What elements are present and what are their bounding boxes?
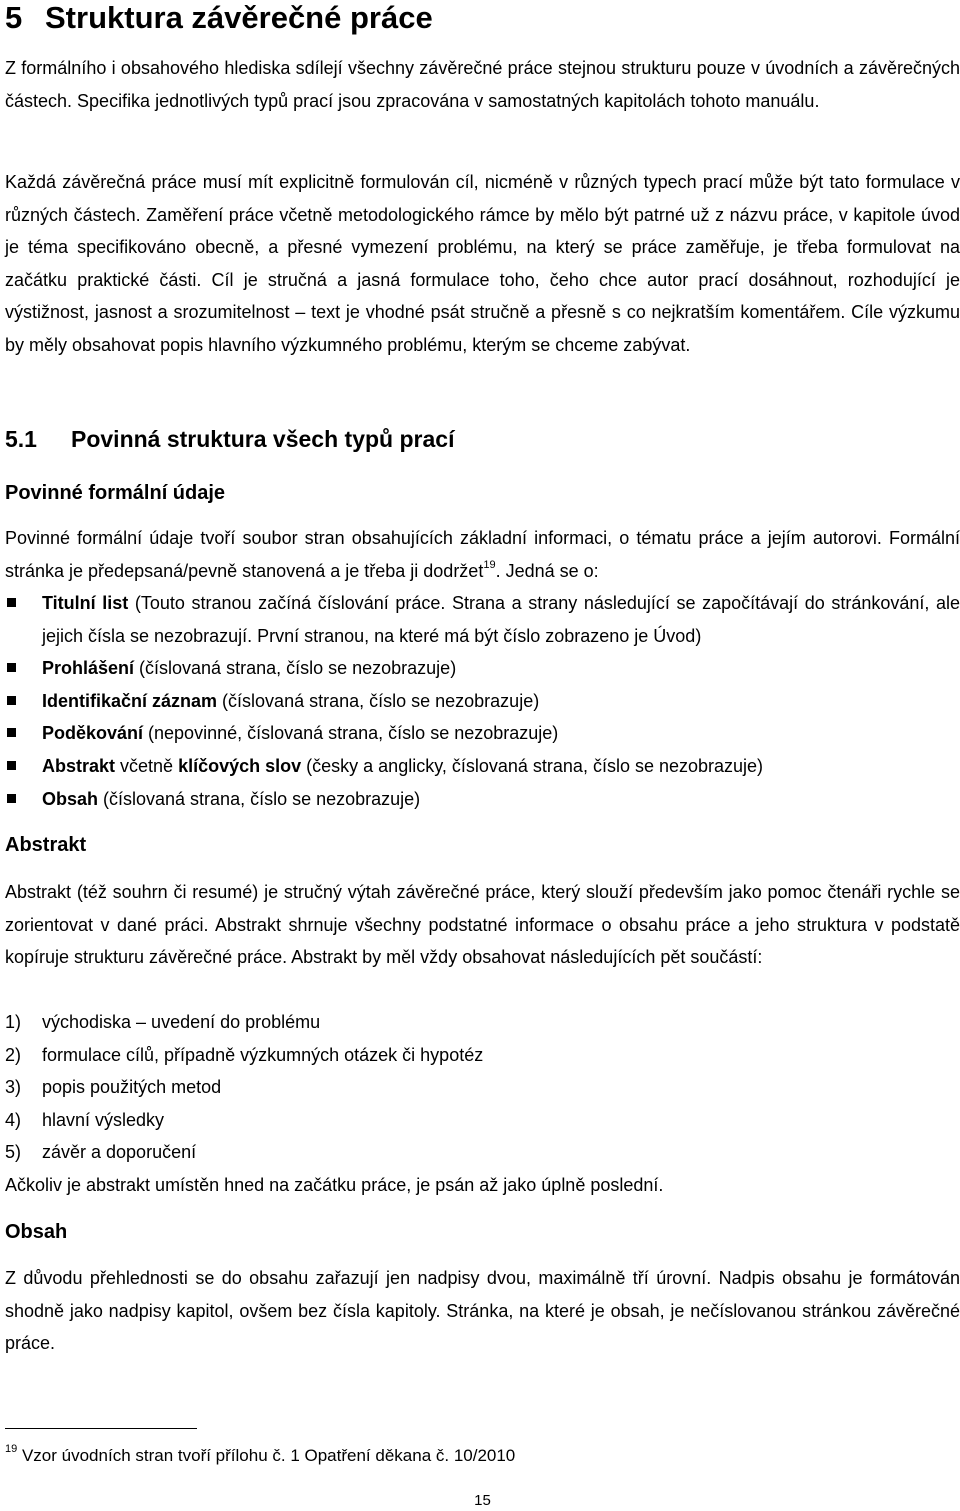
abstract-parts-list	[5, 1006, 483, 1169]
formal-text-before: Povinné formální údaje tvoří soubor stran obsahujících základní informaci, o tématu práce a jejím autorovi. Formální stránka je předepsaná/pevně stanovená a je třeba ji dodržet	[5, 528, 960, 581]
list-item	[5, 652, 960, 685]
list-text: hlavní výsledky	[42, 1109, 165, 1130]
bullet-square-icon	[7, 663, 16, 672]
item-bold: Titulní list	[42, 593, 129, 613]
item-text: včetně	[115, 755, 179, 776]
list-item	[5, 685, 960, 718]
bullet-square-icon	[7, 728, 16, 737]
chapter-number: 5	[5, 0, 23, 35]
item-text: (Touto stranou začíná číslování práce. Strana a strany následující se započítávají do stránkování, ale jejich čísla se nezobrazují. První stranou, na které má být číslo zobrazeno je Úvod)	[42, 593, 960, 646]
list-text: východiska – uvedení do problému	[42, 1012, 321, 1032]
formal-text-after: . Jedná se o:	[495, 560, 599, 581]
item-bold: Prohlášení	[42, 658, 135, 679]
list-text: závěr a doporučení	[42, 1142, 197, 1163]
list-item	[5, 783, 960, 816]
list-text: popis použitých metod	[42, 1077, 222, 1098]
item-bold: Obsah	[42, 788, 99, 809]
list-item	[5, 1071, 483, 1104]
bullet-square-icon	[7, 598, 16, 607]
list-item	[5, 750, 960, 783]
page-number: 15	[474, 1492, 491, 1509]
item-text: (číslovaná strana, číslo se nezobrazuje)	[98, 788, 421, 809]
item-text: (číslovaná strana, číslo se nezobrazuje)	[134, 658, 457, 679]
contents-paragraph: Z důvodu přehlednosti se do obsahu zařazují jen nadpisy dvou, maximálně tří úrovní. Nadpis obsahu je formátován shodně jako nadpisy kapitol, ovšem bez čísla kapitoly. Stránka, na které je obsah, je nečíslovanou stránkou závěrečné práce.	[5, 1268, 960, 1354]
list-item	[5, 1104, 483, 1137]
footnote-ref: 19	[483, 558, 496, 571]
bullet-square-icon	[7, 696, 16, 705]
contents-heading: Obsah	[5, 1221, 68, 1243]
footnote-divider	[5, 1428, 197, 1429]
item-bold: Poděkování	[42, 723, 144, 744]
footnote-number: 19	[5, 1443, 18, 1456]
intro-paragraph-1: Z formálního i obsahového hlediska sdílejí všechny závěrečné práce stejnou strukturu pouze v úvodních a závěrečných částech. Specifika jednotlivých typů prací jsou zpracována v samostatných kapitolách tohoto manuálu.	[5, 58, 960, 111]
formal-items-list	[5, 587, 960, 815]
bullet-square-icon	[7, 761, 16, 770]
abstract-heading: Abstrakt	[5, 834, 87, 856]
list-number: 4)	[5, 1109, 22, 1130]
footnote	[5, 1444, 515, 1468]
chapter-heading	[5, 0, 433, 36]
intro-paragraph-2	[5, 166, 960, 362]
abstract-closing: Ačkoliv je abstrakt umístěn hned na začátku práce, je psán až jako úplně poslední.	[5, 1175, 664, 1195]
list-item	[5, 1039, 483, 1072]
item-bold: Abstrakt	[42, 755, 116, 776]
list-number: 2)	[5, 1044, 22, 1065]
formal-heading: Povinné formální údaje	[5, 482, 226, 504]
list-number: 1)	[5, 1012, 22, 1032]
footnote-text: Vzor úvodních stran tvoří přílohu č. 1 Opatření děkana č. 10/2010	[17, 1446, 516, 1465]
item-text-2: (česky a anglicky, číslovaná strana, číslo se nezobrazuje)	[301, 755, 764, 776]
item-text: (nepovinné, číslovaná strana, číslo se nezobrazuje)	[143, 723, 559, 744]
list-item	[5, 1006, 483, 1039]
list-item	[5, 1136, 483, 1169]
list-item	[5, 717, 960, 750]
item-text: (číslovaná strana, číslo se nezobrazuje)	[217, 690, 540, 711]
item-bold-2: klíčových slov	[178, 755, 302, 776]
list-number: 5)	[5, 1142, 22, 1163]
abstract-paragraph: Abstrakt (též souhrn či resumé) je stručný výtah závěrečné práce, který slouží především jako pomoc čtenáři rychle se zorientovat v dané práci. Abstrakt shrnuje všechny podstatné informace o obsahu práce a jeho struktura v podstatě kopíruje strukturu závěrečné práce. Abstrakt by měl vždy obsahovat následujících pět součástí:	[5, 882, 960, 968]
list-item	[5, 587, 960, 652]
section-title: Povinná struktura všech typů prací	[71, 426, 455, 452]
item-bold: Identifikační záznam	[42, 690, 218, 711]
intro-paragraph-2-part1: Každá závěrečná práce musí mít explicitně formulován cíl, nicméně v různých typech prací může být tato formulace v různých částech.	[5, 172, 960, 225]
bullet-square-icon	[7, 794, 16, 803]
list-number: 3)	[5, 1077, 22, 1098]
list-text: formulace cílů, případně výzkumných otázek či hypotéz	[42, 1044, 484, 1065]
section-heading	[5, 424, 454, 454]
section-number: 5.1	[5, 426, 37, 452]
chapter-title: Struktura závěrečné práce	[45, 0, 433, 35]
formal-paragraph	[5, 522, 960, 587]
intro-paragraph-2-part2: Zaměření práce včetně metodologického rámce by mělo být patrné už z názvu práce, v kapitole úvod je téma specifikováno obecně, a přesné vymezení problému, na který se práce zaměřuje, je třeba formulovat na začátku praktické části. Cíl je stručná a jasná formulace toho, čeho chce autor prací dosáhnout, rozhodující je výstižnost, jasnost a srozumitelnost – text je vhodné psát stručně a přesně s co nejkratším komentářem. Cíle výzkumu by měly obsahovat popis hlavního výzkumného problému, kterým se chceme zabývat.	[5, 204, 960, 355]
